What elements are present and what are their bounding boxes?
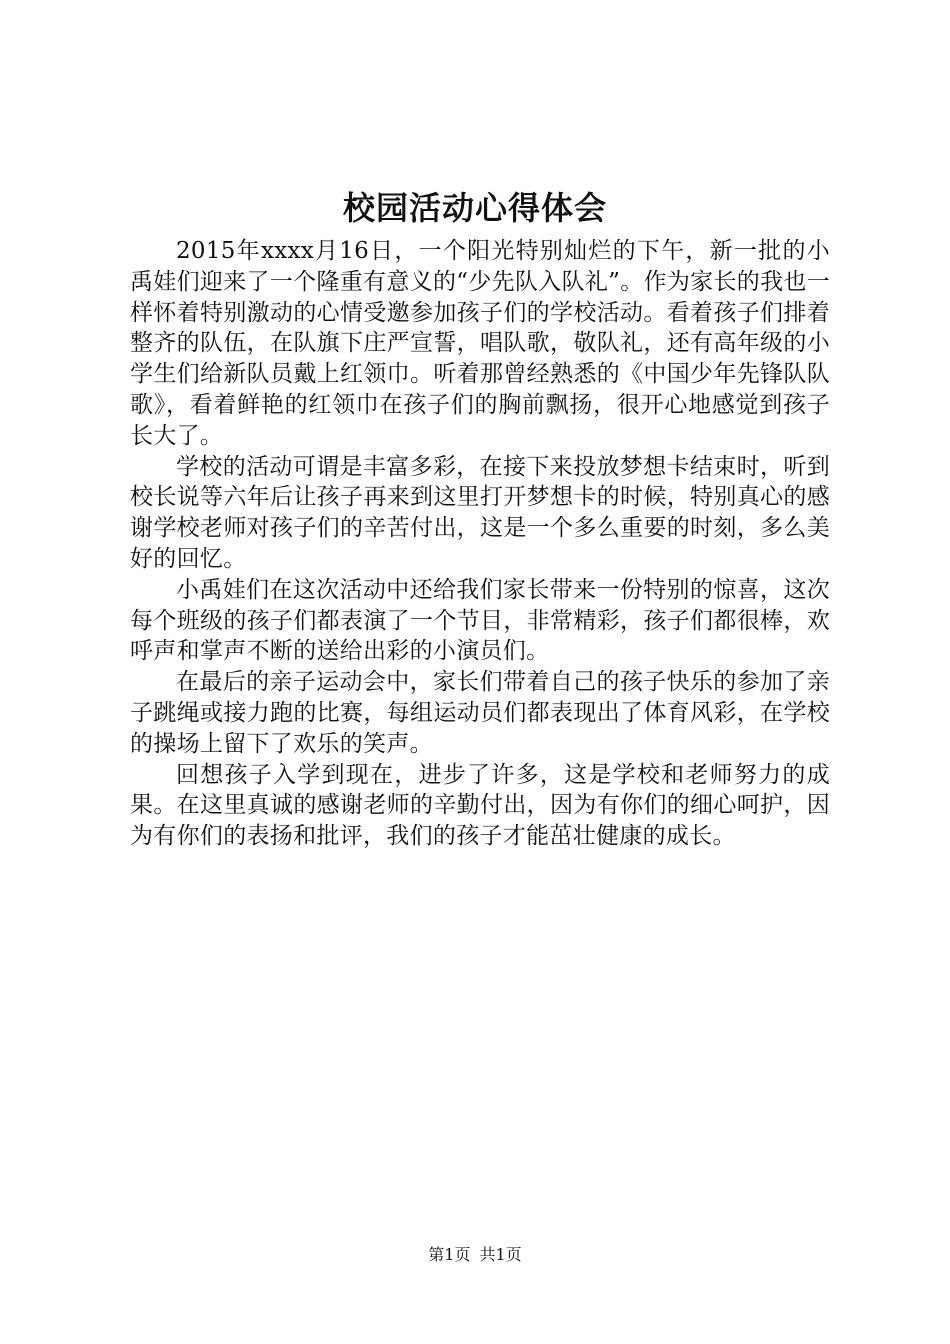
paragraph-5: 回想孩子入学到现在，进步了许多，这是学校和老师努力的成果。在这里真诚的感谢老师的辛勤付出，因为有你们的细心呵护，因为有你们的表扬和批评，我们的孩子才能茁壮健康的成长。 — [130, 761, 830, 850]
document-body — [130, 236, 830, 852]
page-footer — [0, 1244, 950, 1266]
document-title: 校园活动心得体会 — [342, 189, 607, 227]
paragraph-2: 学校的活动可谓是丰富多彩，在接下来投放梦想卡结束时，听到校长说等六年后让孩子再来到这里打开梦想卡的时候，特别真心的感谢学校老师对孩子们的辛苦付出，这是一个多么重要的时刻，多么美好的回忆。 — [130, 453, 830, 572]
paragraph-3: 小禹娃们在这次活动中还给我们家长带来一份特别的惊喜，这次每个班级的孩子们都表演了一个节目，非常精彩，孩子们都很棒，欢呼声和掌声不断的送给出彩的小演员们。 — [130, 576, 830, 665]
paragraph-4: 在最后的亲子运动会中，家长们带着自己的孩子快乐的参加了亲子跳绳或接力跑的比赛，每组运动员们都表现出了体育风彩，在学校的操场上留下了欢乐的笑声。 — [130, 669, 830, 757]
page-total: 共1页 — [479, 1245, 522, 1264]
paragraph-1: 2015年xxxx月16日，一个阳光特别灿烂的下午，新一批的小禹娃们迎来了一个隆重有意义的“少先队入队礼”。作为家长的我也一样怀着特别激动的心情受邀参加孩子们的学校活动。看着孩子们排着整齐的队伍，在队旗下庄严宣誓，唱队歌，敬队礼，还有高年级的小学生们给新队员戴上红领巾。听着那曾经熟悉的《中国少年先锋队队歌》，看着鲜艳的红领巾在孩子们的胸前飘扬，很开心地感觉到孩子长大了。 — [130, 238, 830, 449]
page-number: 第1页 — [428, 1245, 471, 1264]
